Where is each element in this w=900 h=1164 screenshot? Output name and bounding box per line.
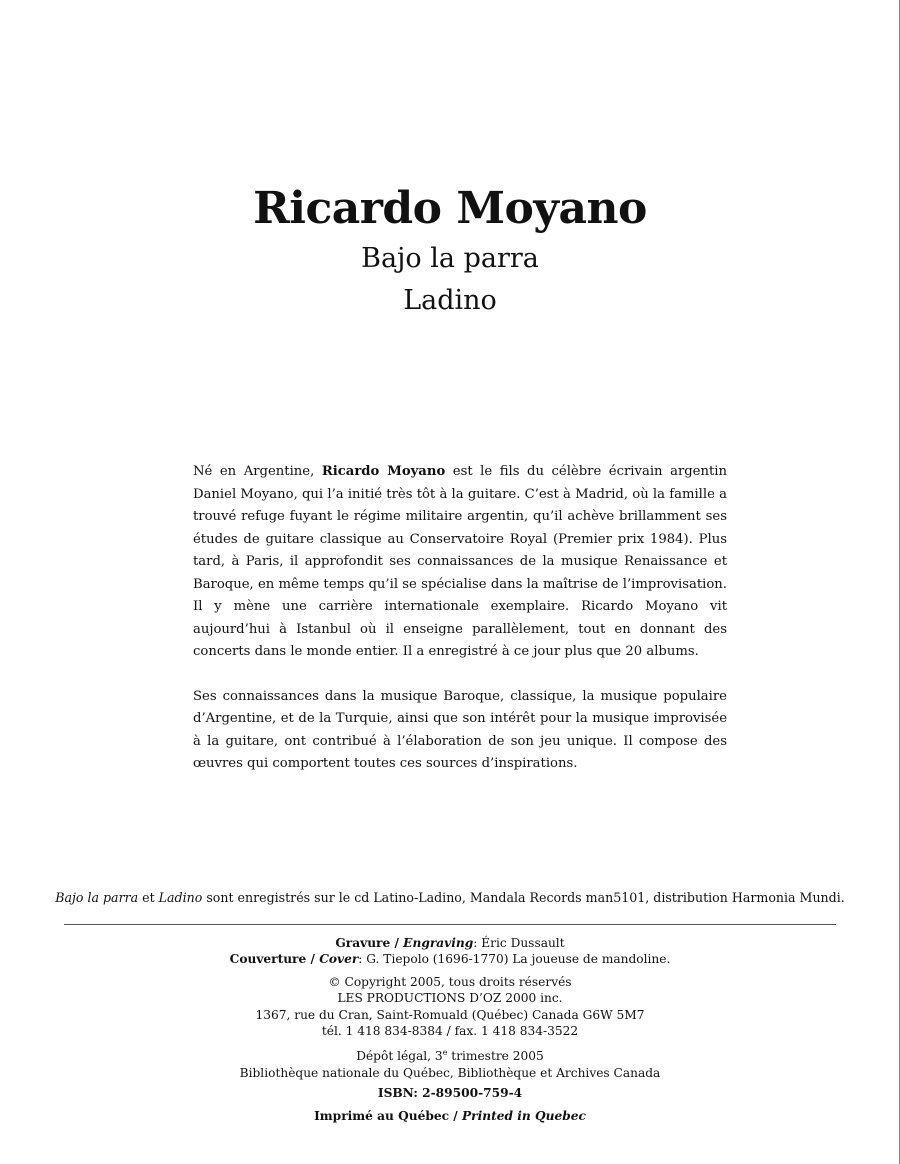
title-block — [0, 182, 900, 320]
library: Bibliothèque nationale du Québec, Bibliothèque et Archives Canada — [239, 1065, 661, 1080]
biography — [193, 461, 727, 798]
bio-text: est le fils du célèbre écrivain argentin Daniel Moyano, qui l’a initié très tôt à la guitare. C’est à Madrid, où la famille a trouvé refuge fuyant le régime militaire argentin, qu’il achève brillamment ses études de guitare classique au Conservatoire Royal (Premier prix 1984). Plus tard, à Paris, il approfondit ses connaissances de la musique Renaissance et Baroque, en même temps qu’il se spécialise dans la maîtrise de l’improvisation. Il y mène une carrière internationale exemplaire. Ricardo Moyano vit aujourd’hui à Istanbul où il enseigne parallèlement, tout en donnant des concerts dans le monde entier. Il a enregistré à ce jour plus que 20 albums. — [193, 464, 727, 659]
credits — [0, 935, 900, 1124]
legal-deposit: Dépôt légal, 3e trimestre 2005 — [356, 1048, 544, 1064]
recording-details: sont enregistrés sur le cd Latino-Ladino, Mandala Records man5101, distribution Harmonia Mundi. — [202, 890, 845, 905]
cover-credit — [0, 951, 900, 967]
composer-name: Ricardo Moyano — [253, 183, 647, 234]
recording-and: et — [138, 890, 159, 905]
recording-work-2: Ladino — [158, 890, 203, 905]
work-title-2: Ladino — [403, 285, 497, 316]
isbn: ISBN: 2-89500-759-4 — [377, 1086, 523, 1101]
engraving-value: : Éric Dussault — [473, 936, 565, 950]
engraving-credit — [0, 935, 900, 951]
recording-note — [0, 888, 900, 908]
publisher: LES PRODUCTIONS D’OZ 2000 inc. — [337, 991, 563, 1006]
bio-composer-name: Ricardo Moyano — [321, 464, 446, 479]
recording-work-1: Bajo la parra — [55, 890, 139, 905]
copyright: © Copyright 2005, tous droits réservés — [328, 974, 572, 989]
bio-paragraph-2: Ses connaissances dans la musique Baroque, classique, la musique populaire d’Argentine, et de la Turquie, ainsi que son intérêt pour la musique improvisée à la guitare, ont contribué à l’élaboration de son jeu unique. Il compose des œuvres qui comportent toutes ces sources d’inspirations. — [193, 688, 727, 771]
cover-label-en: Cover — [319, 952, 359, 967]
cover-label-fr: Couverture / — [229, 952, 320, 967]
cover-value: : G. Tiepolo (1696-1770) La joueuse de mandoline. — [358, 952, 671, 967]
publisher-phone: tél. 1 418 834-8384 / fax. 1 418 834-3522 — [321, 1024, 579, 1039]
printed-in: Imprimé au Québec / Printed in Quebec — [314, 1108, 586, 1123]
engraving-label-fr: Gravure / — [335, 936, 404, 950]
publisher-address: 1367, rue du Cran, Saint-Romuald (Québec) Canada G6W 5M7 — [255, 1007, 645, 1022]
work-title-1: Bajo la parra — [361, 243, 539, 274]
bio-paragraph-1 — [193, 461, 727, 664]
bio-intro: Né en Argentine, — [193, 464, 322, 479]
divider — [64, 924, 836, 925]
engraving-label-en: Engraving — [403, 936, 474, 950]
